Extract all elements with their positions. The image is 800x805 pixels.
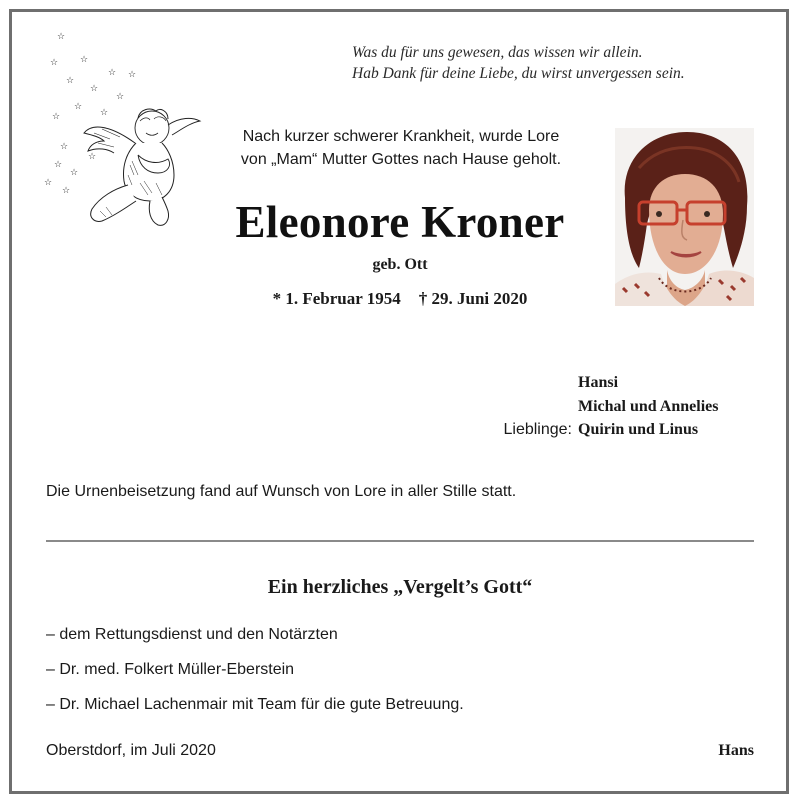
svg-text:☆: ☆ <box>80 55 89 65</box>
svg-text:☆: ☆ <box>116 92 125 102</box>
life-dates <box>200 289 600 309</box>
svg-text:☆: ☆ <box>90 84 99 94</box>
favorites-label: Lieblinge: <box>503 421 572 438</box>
quote-line: Hab Dank für deine Liebe, du wirst unvergessen sein. <box>352 65 685 82</box>
svg-text:☆: ☆ <box>44 178 53 188</box>
thanks-item: – dem Rettungsdienst und den Notärzten <box>46 626 338 643</box>
deceased-name: Eleonore Kroner <box>235 197 565 247</box>
svg-text:☆: ☆ <box>60 142 69 152</box>
svg-text:☆: ☆ <box>57 32 66 42</box>
favorites-names: Quirin und Linus <box>578 421 699 438</box>
place-and-date: Oberstdorf, im Juli 2020 <box>46 742 216 759</box>
svg-text:☆: ☆ <box>88 152 97 162</box>
funeral-note: Die Urnenbeisetzung fand auf Wunsch von Lore in aller Stille statt. <box>46 483 517 500</box>
death-date: † 29. Juni 2020 <box>418 289 528 308</box>
thanks-item: – Dr. med. Folkert Müller-Eberstein <box>46 661 295 678</box>
birth-name: geb. Ott <box>372 256 428 273</box>
portrait-photo <box>615 128 754 306</box>
svg-text:☆: ☆ <box>74 102 83 112</box>
svg-text:☆: ☆ <box>108 68 117 78</box>
svg-text:☆: ☆ <box>100 108 109 118</box>
svg-text:☆: ☆ <box>66 76 75 86</box>
birth-date: * 1. Februar 1954 <box>272 289 401 308</box>
svg-text:☆: ☆ <box>52 112 61 122</box>
thanks-heading: Ein herzliches „Vergelt’s Gott“ <box>267 576 533 598</box>
announcement-line: von „Mam“ Mutter Gottes nach Hause geholt. <box>240 151 562 168</box>
quote-line: Was du für uns gewesen, das wissen wir allein. <box>352 44 643 61</box>
svg-text:☆: ☆ <box>62 186 71 196</box>
portrait-icon <box>615 128 754 306</box>
svg-text:☆: ☆ <box>128 70 137 80</box>
svg-text:☆: ☆ <box>54 160 63 170</box>
divider <box>46 540 754 542</box>
family-member: Hansi <box>578 374 619 391</box>
thanks-item: – Dr. Michael Lachenmair mit Team für die gute Betreuung. <box>46 696 464 713</box>
signature: Hans <box>718 742 754 759</box>
memorial-quote <box>352 42 754 84</box>
svg-text:☆: ☆ <box>70 168 79 178</box>
family-member: Michal und Annelies <box>578 398 719 415</box>
announcement-line: Nach kurzer schwerer Krankheit, wurde Lore <box>242 128 560 145</box>
announcement-text <box>198 125 604 171</box>
star-icon <box>44 32 136 196</box>
svg-text:☆: ☆ <box>50 58 59 68</box>
